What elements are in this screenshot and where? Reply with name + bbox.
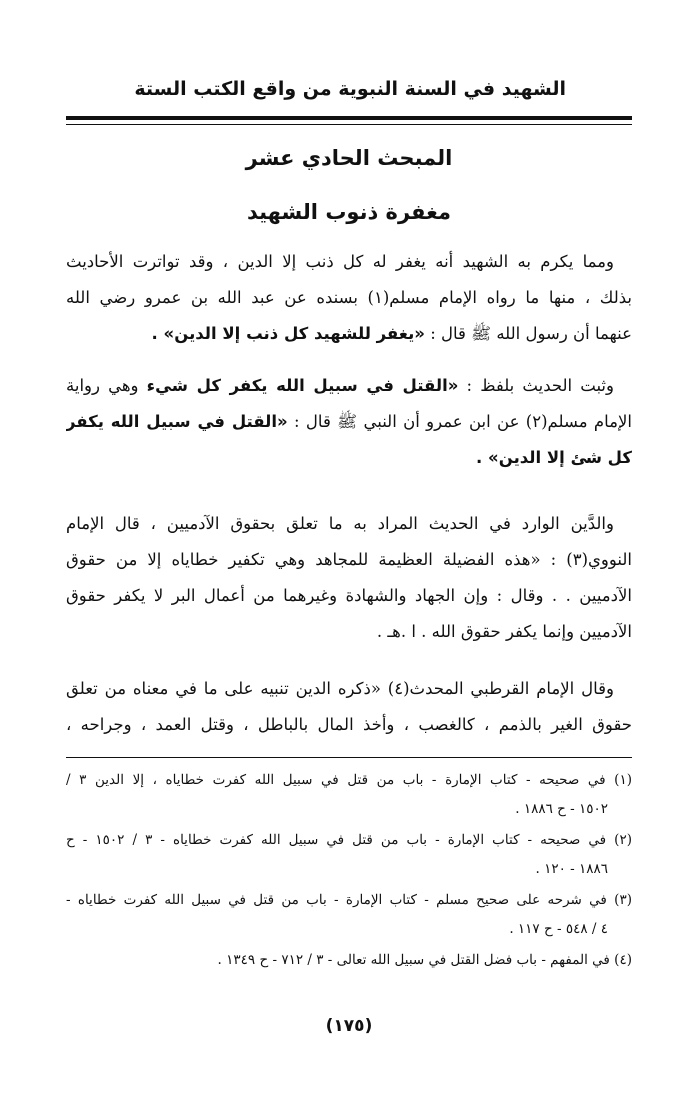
paragraph-4 [66, 671, 632, 743]
paragraph-3 [66, 506, 632, 650]
paragraph-line: ومما يكرم به الشهيد أنه يغفر له كل ذنب إلا الدين ، وقد تواترت الأحاديث [66, 252, 614, 271]
paragraph-line: الآدميين وإنما يكفر حقوق الله . ا .هـ . [376, 622, 632, 641]
footnote-line: ١٨٨٦ - ١٢٠ . [535, 861, 608, 877]
footnotes [66, 766, 632, 975]
section-title: مغفرة ذنوب الشهيد [246, 200, 451, 224]
hadith-quote: «يغفر للشهيد كل ذنب إلا الدين» . [151, 324, 425, 343]
running-header: الشهيد في السنة النبوية من واقع الكتب الستة [134, 78, 566, 100]
footnote-line: ٤ / ٥٤٨ - ح ١١٧ . [509, 921, 608, 937]
footnote-line: (١) في صحيحه - كتاب الإمارة - باب من قتل في سبيل الله كفرت خطاياه ، إلا الدين ٣ / [66, 772, 632, 788]
paragraph-line [66, 316, 632, 352]
footnote-separator [66, 757, 632, 758]
line-text: الإمام مسلم(٢) عن ابن عمرو أن النبي ﷺ قال : [287, 412, 632, 431]
paragraph-line: الآدميين . . وقال : وإن الجهاد والشهادة وغيرهما من أعمال البر لا يكفر حقوق [66, 586, 632, 605]
paragraph-line: حقوق الغير بالذمم ، كالغصب ، وأخذ المال بالباطل ، وقتل العمد ، وجراحه ، [66, 715, 632, 734]
header-rule-thin [66, 124, 632, 125]
line-text: عنهما أن رسول الله ﷺ قال : [424, 324, 632, 343]
paragraph-line [66, 404, 632, 440]
line-text: وثبت الحديث بلفظ : [458, 376, 614, 395]
page-number: (١٧٥) [325, 1016, 373, 1036]
paragraph-line [66, 368, 632, 404]
paragraph-line: وقال الإمام القرطبي المحدث(٤) «ذكره الدين تنبيه على ما في معناه من تعلق [66, 679, 614, 698]
hadith-quote: «القتل في سبيل الله يكفر [66, 412, 288, 431]
footnote-line: (٤) في المفهم - باب فضل القتل في سبيل الله تعالى - ٣ / ٧١٢ - ح ١٣٤٩ . [217, 952, 632, 968]
footnote-line: ١٥٠٢ - ح ١٨٨٦ . [515, 801, 608, 817]
footnote-line: (٣) في شرحه على صحيح مسلم - كتاب الإمارة - باب من قتل في سبيل الله كفرت خطاياه - [66, 892, 632, 908]
paragraph-1 [66, 244, 632, 352]
paragraph-2 [66, 368, 632, 476]
paragraph-line: بذلك ، منها ما رواه الإمام مسلم(١) بسنده عن عبد الله بن عمرو رضي الله [66, 288, 632, 307]
paragraph-line: النووي(٣) : «هذه الفضيلة العظيمة للمجاهد وهي تكفير خطاياه إلا من حقوق [66, 550, 632, 569]
hadith-quote: «القتل في سبيل الله يكفر كل شيء [146, 376, 459, 395]
paragraph-line: والدَّين الوارد في الحديث المراد به ما تعلق بحقوق الآدميين ، قال الإمام [66, 514, 614, 533]
header-rule-thick [66, 116, 632, 120]
hadith-quote: كل شئ إلا الدين» . [476, 448, 632, 467]
footnote-line: (٢) في صحيحه - كتاب الإمارة - باب من قتل في سبيل الله كفرت خطاياه - ٣ / ١٥٠٢ - ح [66, 832, 632, 848]
line-text: وهي رواية [66, 376, 147, 395]
chapter-title: المبحث الحادي عشر [245, 146, 453, 170]
